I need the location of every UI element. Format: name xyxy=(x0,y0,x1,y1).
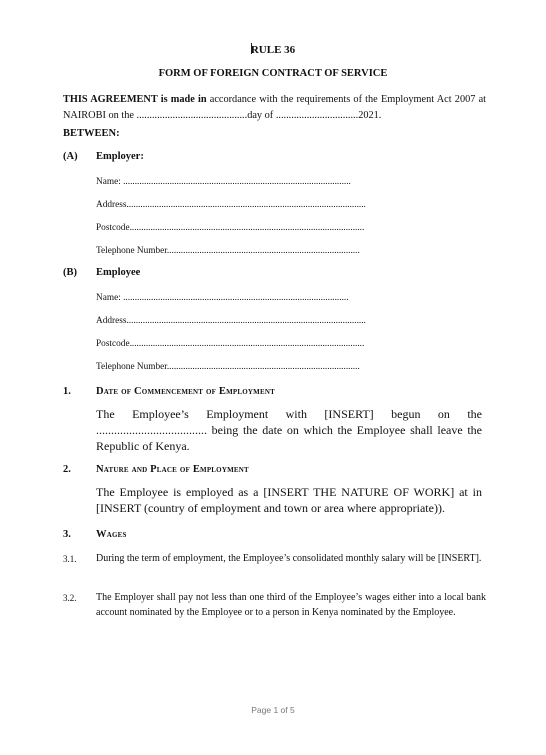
section-3-heading: Wages xyxy=(96,529,127,540)
employee-marker: (B) xyxy=(63,267,77,278)
subclause-3-2-text: The Employer shall pay not less than one third of the Employee’s wages either into a local bank account nominated by the Employee or to a person in Kenya nominated by the Employee. xyxy=(96,592,486,619)
employee-telephone-field: Telephone Number................................................................................... xyxy=(96,362,360,372)
employer-postcode-field: Postcode..................................................................................................... xyxy=(96,223,365,233)
section-1-body: The Employee’s Employment with [INSERT] begun on the ..................................... being the date on which the Employee shall leave the Republic of Kenya. xyxy=(96,407,482,453)
intro-text: accordance with the requirements of the Employment Act 2007 at NAIROBI on the xyxy=(63,94,486,121)
rule-heading: RULE 36 xyxy=(250,44,296,56)
between-label: BETWEEN: xyxy=(63,128,120,139)
subclause-3-2-number: 3.2. xyxy=(63,593,77,603)
page-number-footer: Page 1 of 5 xyxy=(251,705,295,715)
employee-name-field: Name: ................................................................................................. xyxy=(96,293,349,303)
employer-label: Employer: xyxy=(96,151,144,162)
employer-name-field: Name: .................................................................................................. xyxy=(96,177,351,187)
section-2-body: The Employee is employed as a [INSERT THE NATURE OF WORK] at in [INSERT (country of employment and town or area where appropriate)). xyxy=(96,485,482,515)
section-3-number: 3. xyxy=(63,529,71,540)
employer-telephone-field: Telephone Number................................................................................... xyxy=(96,246,360,256)
section-1-heading: Date of Commencement of Employment xyxy=(96,386,275,397)
intro-paragraph xyxy=(63,92,486,123)
section-2-heading: Nature and Place of Employment xyxy=(96,464,249,475)
intro-month-blank: ................................ xyxy=(275,109,359,121)
section-2-number: 2. xyxy=(63,464,71,475)
section-1-number: 1. xyxy=(63,386,71,397)
intro-day-of: day of xyxy=(247,109,276,121)
employer-marker: (A) xyxy=(63,151,78,162)
employee-postcode-field: Postcode..................................................................................................... xyxy=(96,339,365,349)
form-title: FORM OF FOREIGN CONTRACT OF SERVICE xyxy=(158,68,388,79)
employer-address-field: Address....................................................................................................... xyxy=(96,200,366,210)
employee-label: Employee xyxy=(96,267,141,278)
subclause-3-1-number: 3.1. xyxy=(63,554,77,564)
subclause-3-1-text: During the term of employment, the Employee’s consolidated monthly salary will be [INSERT]. xyxy=(96,553,482,564)
intro-year: 2021. xyxy=(358,109,382,121)
intro-bold-lead: THIS AGREEMENT is made in xyxy=(63,94,207,105)
intro-date-blank: ........................................... xyxy=(136,109,248,121)
employee-address-field: Address....................................................................................................... xyxy=(96,316,366,326)
